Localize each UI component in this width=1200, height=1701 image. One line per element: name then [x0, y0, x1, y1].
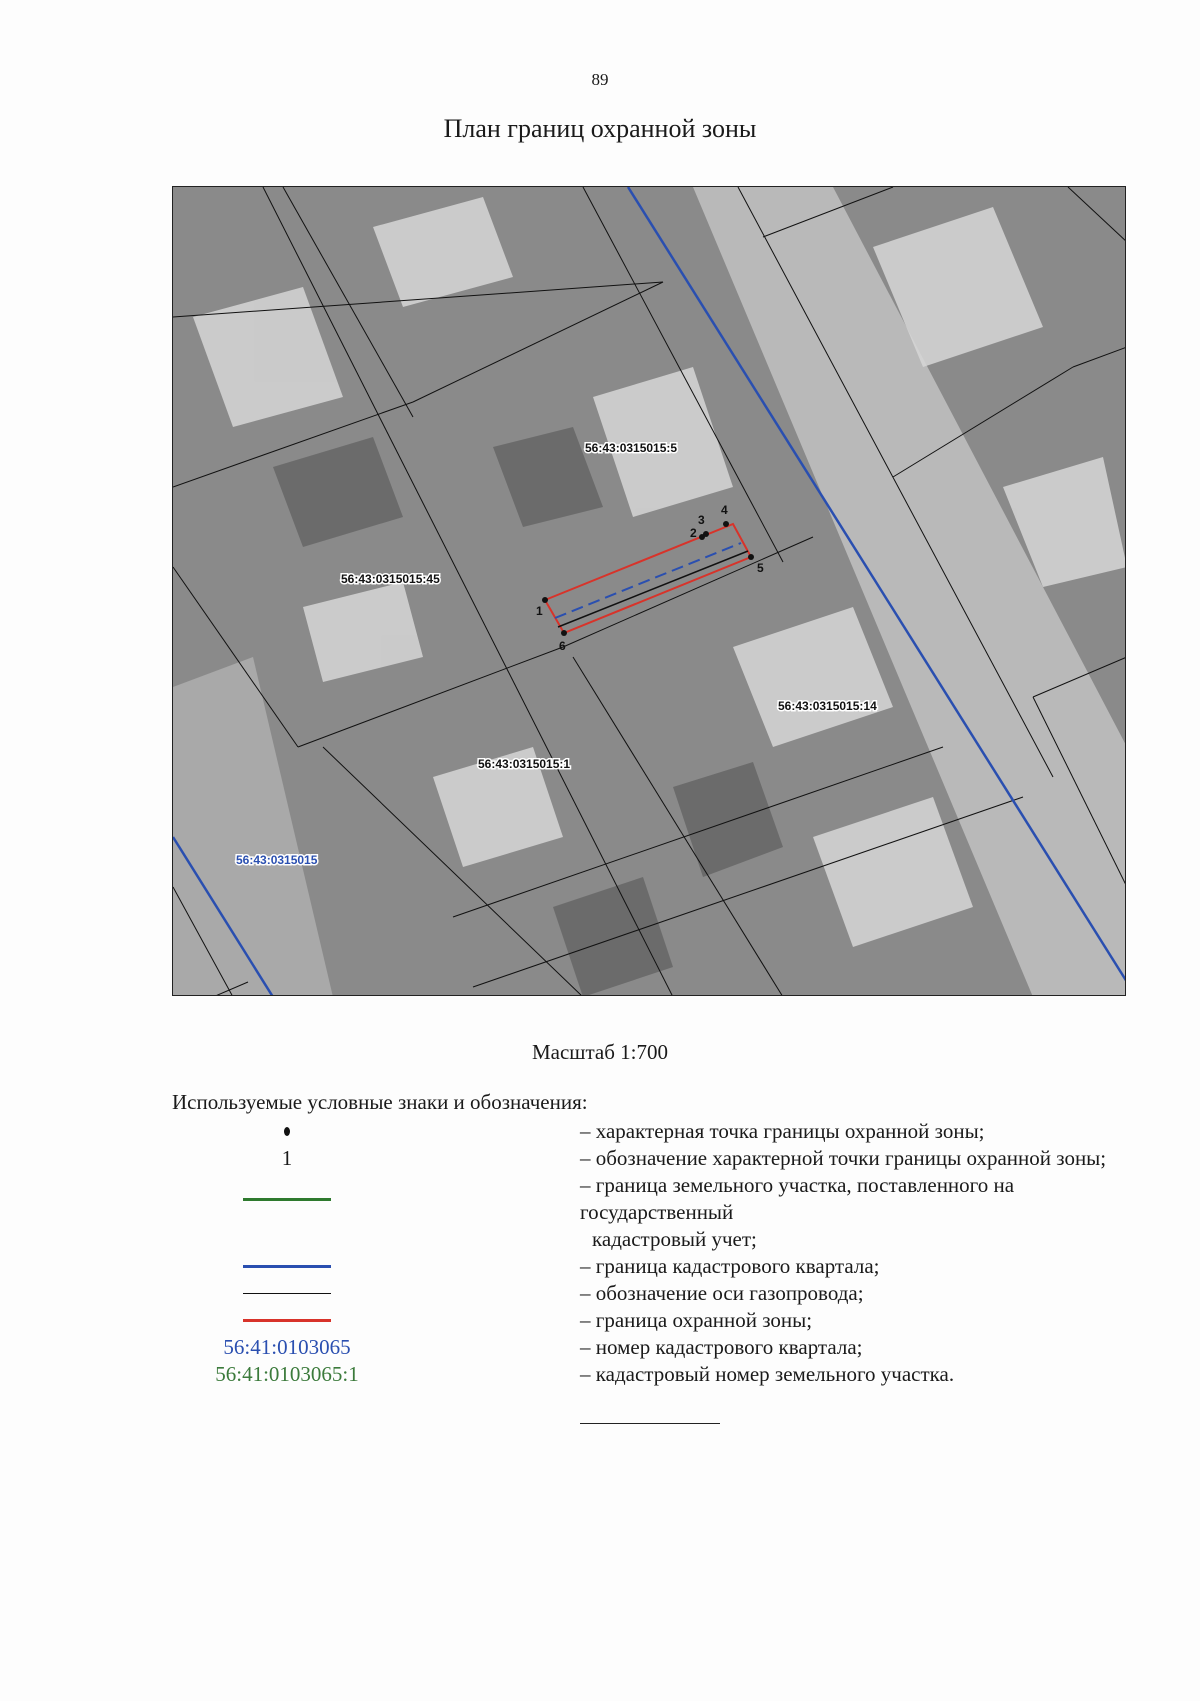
point-label-1: 1: [536, 604, 543, 618]
point-label-2: 2: [690, 526, 697, 540]
quarter-label: 56:43:0315015: [236, 853, 318, 867]
point-label-5: 5: [757, 561, 764, 575]
black-line-icon: [243, 1293, 331, 1294]
page-number: 89: [591, 70, 609, 89]
map-frame[interactable]: [172, 186, 1126, 996]
parcel-label-14: 56:43:0315015:14: [778, 699, 877, 713]
legend: [172, 1118, 1132, 1388]
legend-row-parcel-number: 56:41:0103065:1 – кадастровый номер земельного участка.: [215, 1362, 955, 1386]
parcel-label-1: 56:43:0315015:1: [478, 757, 571, 771]
quarter-number-sample: 56:41:0103065: [223, 1335, 351, 1359]
legend-row-pipeline-axis: – обозначение оси газопровода;: [172, 1280, 1132, 1307]
point-label-4: 4: [721, 503, 728, 517]
end-divider: [580, 1423, 720, 1424]
map-scale: Масштаб 1:700: [531, 1040, 668, 1064]
zone-point-1: [542, 597, 548, 603]
zone-point-6: [561, 630, 567, 636]
zone-point-4: [723, 521, 729, 527]
legend-row-point-label: 1 – обозначение характерной точки границы охранной зоны;: [281, 1146, 1107, 1170]
legend-row-quarter-boundary: – граница кадастрового квартала;: [172, 1253, 1132, 1280]
blue-line-icon: [243, 1265, 331, 1268]
point-number-sample: 1: [281, 1146, 293, 1170]
legend-row-zone-boundary: – граница охранной зоны;: [172, 1307, 1132, 1334]
page-title: План границ охранной зоны: [443, 114, 757, 143]
green-line-icon: [243, 1198, 331, 1201]
red-line-icon: [243, 1319, 331, 1322]
parcel-label-45: 56:43:0315015:45: [341, 572, 440, 586]
point-dot-icon: [284, 1127, 290, 1136]
legend-row-quarter-number: 56:41:0103065 – номер кадастрового квартала;: [223, 1335, 863, 1359]
zone-point-3: [703, 531, 709, 537]
point-label-3: 3: [698, 513, 705, 527]
legend-row-parcel-boundary: – граница земельного участка, поставленного на государственный кадастровый учет;: [172, 1172, 1132, 1253]
zone-point-5: [748, 554, 754, 560]
point-label-6: 6: [559, 639, 566, 653]
parcel-number-sample: 56:41:0103065:1: [215, 1362, 359, 1386]
parcel-label-5: 56:43:0315015:5: [585, 441, 678, 455]
legend-row-point: – характерная точка границы охранной зоны;: [172, 1118, 1132, 1145]
legend-title: Используемые условные знаки и обозначения:: [172, 1090, 588, 1114]
map-canvas[interactable]: [173, 187, 1126, 996]
